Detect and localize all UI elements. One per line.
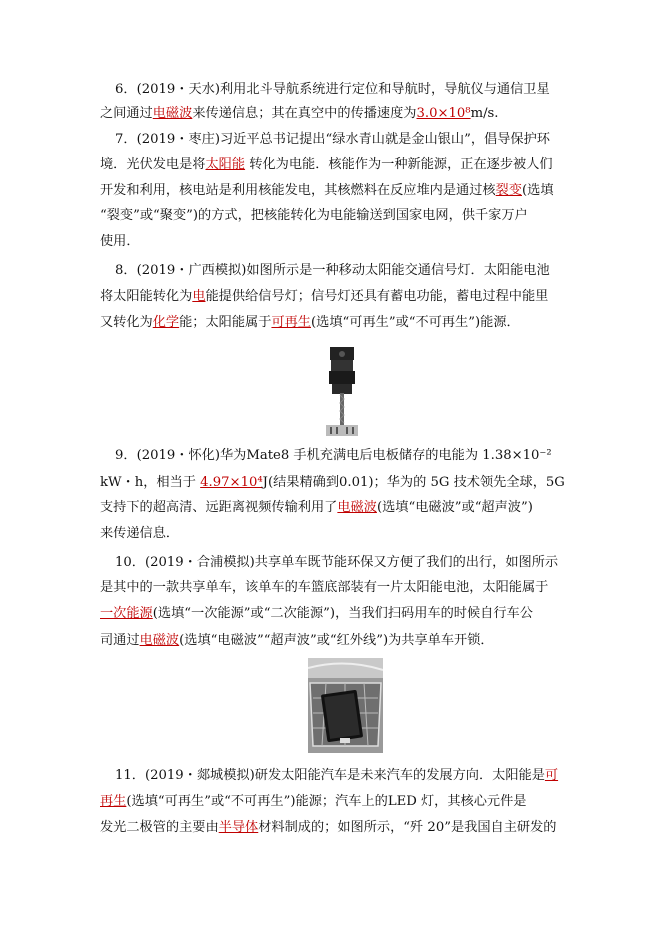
q8-line1: 8．(2019・广西模拟)如图所示是一种移动太阳能交通信号灯．太阳能电池 — [115, 263, 550, 278]
answer: 电磁波 — [139, 633, 180, 648]
answer: 电磁波 — [152, 106, 193, 121]
traffic-light-image — [322, 343, 362, 438]
q7-line4: “裂变”或“聚变”)的方式，把核能转化为电能输送到国家电网，供千家万户 — [100, 208, 528, 223]
answer: 可再生 — [271, 315, 311, 330]
answer: 再生 — [100, 794, 127, 809]
q10-line1: 10．(2019・合浦模拟)共享单车既节能环保又方便了我们的出行，如图所示 — [115, 555, 559, 570]
answer: 电磁波 — [337, 500, 377, 515]
q11-line1: 11．(2019・郯城模拟)研发太阳能汽车是未来汽车的发展方向．太阳能是可 — [115, 768, 559, 783]
q10-line3: 一次能源(选填“一次能源”或“二次能源”)，当我们扫码用车的时候自行车公 — [100, 606, 533, 621]
q7-line3: 开发和利用，核电站是利用核能发电，其核燃料在反应堆内是通过核裂变(选填 — [100, 183, 554, 198]
q7-line1: 7．(2019・枣庄)习近平总书记提出“绿水青山就是金山银山”，倡导保护环 — [115, 132, 550, 147]
q11-line2: 再生(选填“可再生”或“不可再生”)能源；汽车上的LED 灯，其核心元件是 — [100, 794, 527, 809]
answer: 一次能源 — [100, 606, 153, 621]
answer: 4.97×10⁴ — [200, 475, 263, 490]
q10-line4: 司通过电磁波(选填“电磁波”“超声波”或“红外线”)为共享单车开锁． — [100, 633, 494, 648]
q8-line2: 将太阳能转化为电能提供给信号灯；信号灯还具有蓄电功能，蓄电过程中能里 — [100, 289, 549, 304]
answer: 化学 — [152, 315, 180, 330]
answer: 电 — [192, 289, 206, 304]
q8-line3: 又转化为化学能；太阳能属于可再生(选填“可再生”或“不可再生”)能源． — [100, 315, 520, 330]
q11-line3: 发光二极管的主要由半导体材料制成的；如图所示，“歼 20”是我国自主研发的 — [100, 820, 557, 835]
answer: 3.0×10⁸ — [416, 106, 471, 121]
q10-line2: 是其中的一款共享单车，该单车的车篮底部装有一片太阳能电池，太阳能属于 — [100, 580, 549, 595]
q9-line3: 支持下的超高清、远距离视频传输利用了电磁波(选填“电磁波”或“超声波”) — [100, 500, 533, 515]
answer: 半导体 — [218, 820, 259, 835]
answer: 太阳能 — [205, 157, 246, 172]
q7-line2: 境．光伏发电是将太阳能 转化为电能．核能作为一种新能源，正在逐步被人们 — [100, 157, 553, 172]
bike-basket-solar-panel-image — [308, 658, 383, 753]
q9-line4: 来传递信息． — [100, 526, 180, 541]
q9-line2: kW・h，相当于 4.97×10⁴J(结果精确到0.01)；华为的 5G 技术领先全球，5G — [100, 475, 565, 490]
answer: 裂变 — [495, 183, 522, 198]
q9-line1: 9．(2019・怀化)华为Mate8 手机充满电后电板储存的电能为 1.38×10⁻² — [115, 448, 552, 463]
q7-line5: 使用． — [100, 234, 140, 249]
q6-line1: 6．(2019・天水)利用北斗导航系统进行定位和导航时，导航仪与通信卫星 — [115, 82, 550, 97]
answer: 可 — [544, 768, 559, 783]
q6-line2: 之间通过电磁波来传递信息；其在真空中的传播速度为3.0×10⁸m/s. — [100, 106, 499, 121]
